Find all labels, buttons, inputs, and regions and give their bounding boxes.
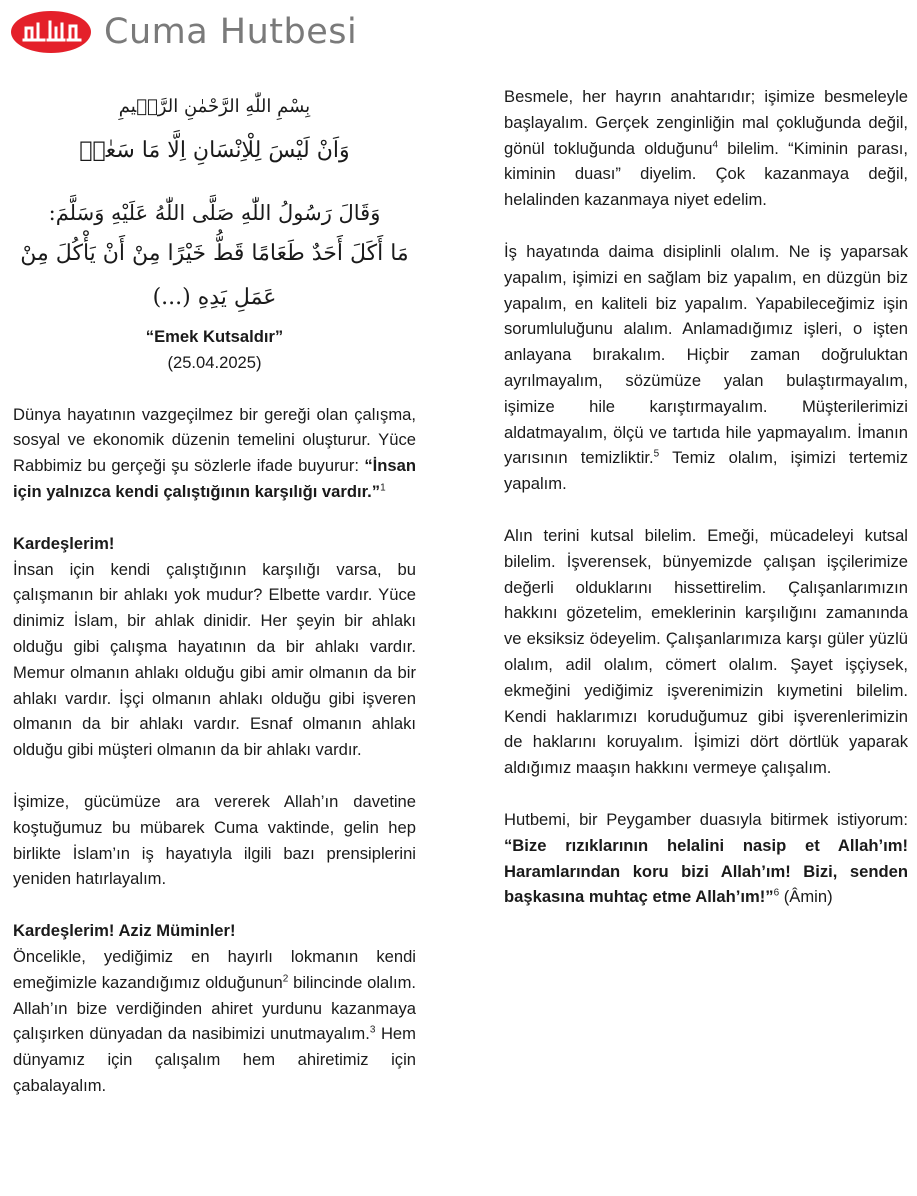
left-column (13, 84, 416, 1099)
paragraph: Besmele, her hayrın anahtarıdır; işimize besmeleyle başlayalım. Gerçek zenginliğin mal çokluğunda değil, gönül tokluğunda olduğunu$^4$ bilelim. “Kiminin parası, kiminin duası” diyelim. Çok kazanmaya değil, helalinden kazanmaya niyet edelim. (504, 87, 908, 210)
paragraph: İş hayatında daima disiplinli olalım. Ne iş yaparsak yapalım, işimizi en sağlam biz yapalım, en düzgün biz yapalım, en kaliteli biz yapalım. Yapabileceğimiz işin sorumluluğunu alalım. Anlamadığımız işleri, o işten anlayana bırakalım. Hiçbir zaman doğruluktan ayrılmayalım, sözümüze yalan bulaştırmayalım, işimize hile karıştırmayalım. Müşterilerimizi aldatmayalım, ölçü ve tartıda hile yapmayalım. İmanın yarısının temizliktir.$^5$ Temiz olalım, işimizi tertemiz yapalım. (504, 241, 908, 494)
arabic-section (13, 90, 416, 310)
bismillah-text: بِسْمِ اللّٰهِ الرَّحْمٰنِ الرَّح۪يمِ (118, 96, 311, 117)
hadith-text: مَا أَكَلَ أَحَدٌ طَعَامًا قَطُّ خَيْرًا مِنْ أَنْ يَأْكُلَ مِنْ عَمَلِ يَدِهِ (...) (20, 241, 409, 310)
section-heading: Kardeşlerim! (13, 533, 115, 553)
diyanet-logo (10, 10, 92, 54)
paragraph: Öncelikle, yediğimiz en hayırlı lokmanın kendi emeğimizle kazandığımız olduğunun$^2$ bilincinde olalım. Allah’ın bize verdiğinden ahiret yurdunu kazanmaya çalışırken dünyadan da nasibimizi unutmayalım.$^3$ Hem dünyamız için çalışalım hem ahiretimiz için çabalayalım. (13, 946, 416, 1095)
sermon-date: (25.04.2025) (167, 352, 262, 372)
hadith-intro-text: وَقَالَ رَسُولُ اللّٰهِ صَلَّى اللّٰهُ عَلَيْهِ وَسَلَّمَ: (48, 201, 381, 225)
section-heading: Kardeşlerim! Aziz Müminler! (13, 921, 236, 941)
paragraph: Hutbemi, bir Peygamber duasıyla bitirmek istiyorum: “Bize rızıklarının helalini nasip et Allah’ım! Haramlarından koru bizi Allah’ım! Bizi, senden başkasına muhtaç etme Allah’ım!”$^6$ (Âmin) (504, 809, 908, 907)
sermon-title: “Emek Kutsaldır” (145, 327, 284, 346)
right-column (504, 84, 908, 910)
sermon-title-block (13, 324, 416, 376)
page-header (10, 8, 357, 56)
paragraph: Alın terini kutsal bilelim. Emeği, mücadeleyi kutsal bilelim. İşverensek, bünyemizde çalışan işçilerimize değerli olduklarını hissettirelim. Çalışanlarımızın hakkını gözetelim, emeklerinin karşılığını zamanında ve eksiksiz ödeyelim. Çalışanlarımıza karşı güler yüzlü olalım, adil olalım, cömert olalım. Şayet işçiysek, ekmeğini yediğimiz işverenimizin kıymetini bilelim. Kendi haklarımızı koruduğumuz gibi işverenlerimizin de haklarını koruyalım. İşimizi dört dörtlük yaparak aldığımız maaşın hakkını vermeye çalışalım. (504, 525, 908, 778)
paragraph: Dünya hayatının vazgeçilmez bir gereği olan çalışma, sosyal ve ekonomik düzenin temelini oluşturur. Yüce Rabbimiz bu gerçeği şu sözlerle ifade buyurur: “İnsan için yalnızca kendi çalıştığının karşılığı vardır.”$^1$ (13, 404, 416, 501)
paragraph: İşimize, gücümüze ara vererek Allah’ın davetine koştuğumuz bu mübarek Cuma vaktinde, gelin hep birlikte İslam’ın iş hayatıyla ilgili bazı prensiplerini yeniden hatırlayalım. (13, 791, 416, 889)
ayah-text: وَاَنْ لَيْسَ لِلْاِنْسَانِ اِلَّا مَا سَعٰىۙ (79, 138, 350, 163)
page-title: Cuma Hutbesi (104, 12, 358, 52)
paragraph: İnsan için kendi çalıştığının karşılığı varsa, bu çalışmanın bir ahlakı yok mudur? Elbette vardır. Yüce dinimiz İslam, bir ahlak dinidir. Her şeyin bir ahlakı olduğu gibi çalışma hayatının da bir ahlakı vardır. Memur olmanın ahlakı olduğu gibi amir olmanın da bir ahlakı vardır. İşçi olmanın ahlakı olduğu gibi işveren olmanın da bir ahlakı vardır. Esnaf olmanın ahlakı olduğu gibi müşteri olmanın da bir ahlakı vardır. (13, 559, 416, 760)
